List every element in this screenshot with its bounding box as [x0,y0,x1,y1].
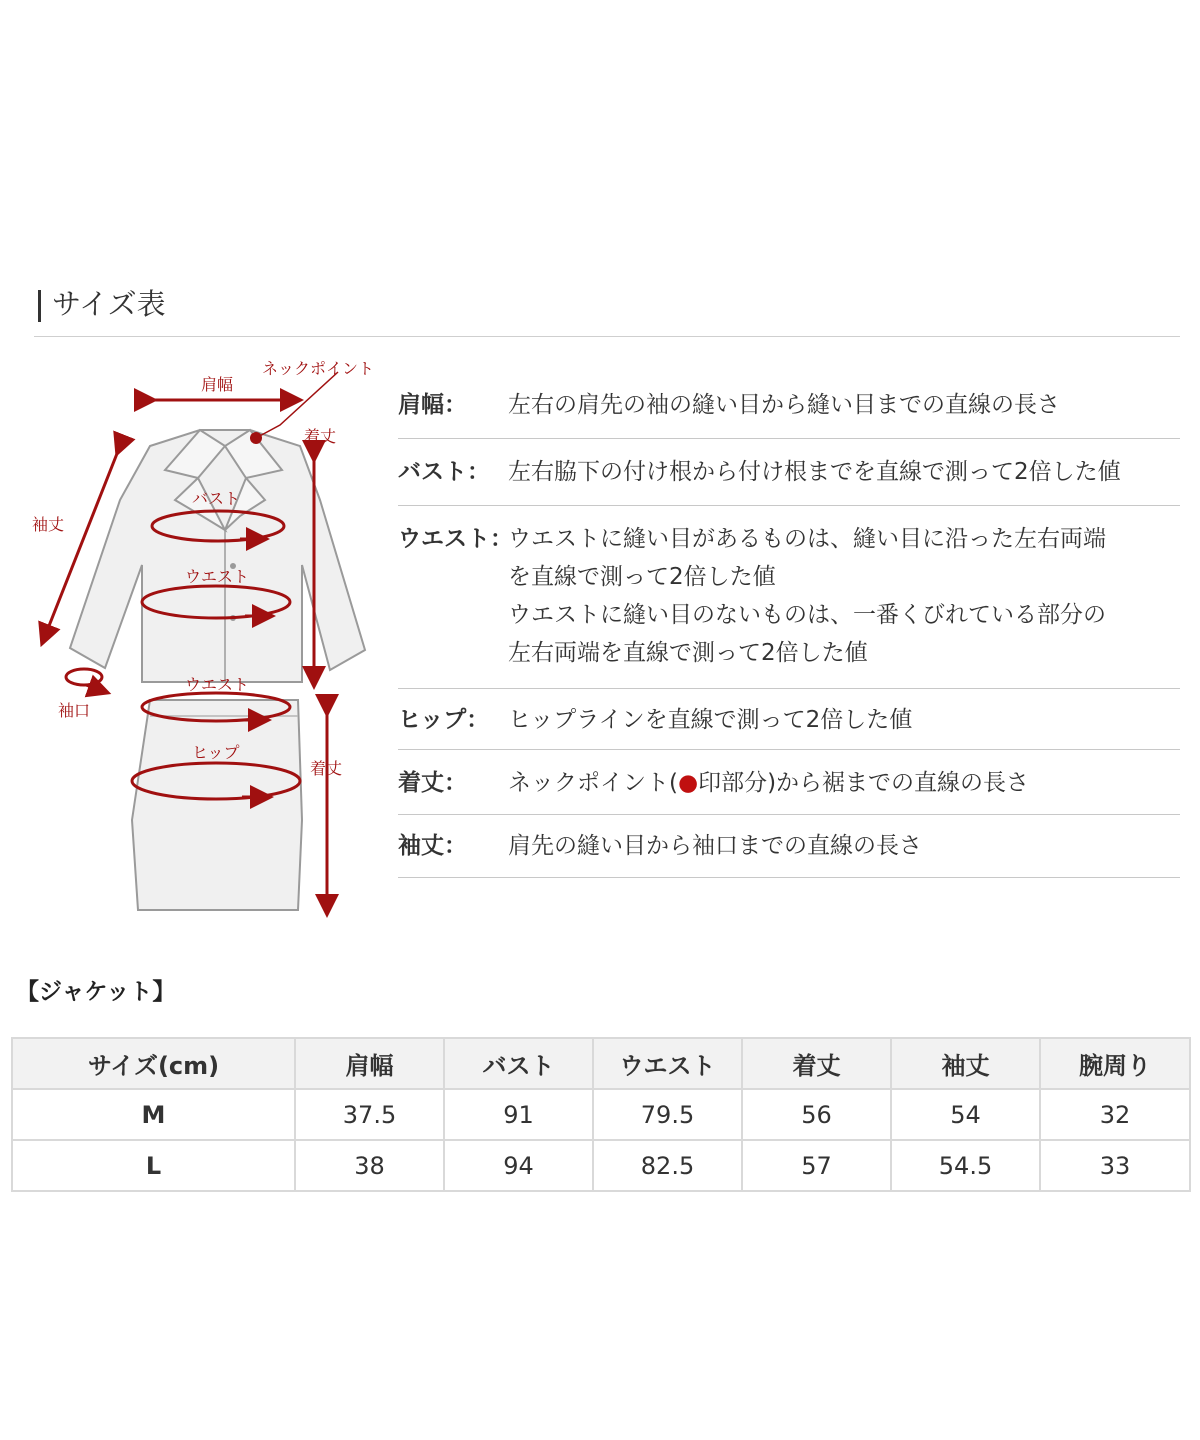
definition-row-sleeve [398,815,1180,878]
label-waist-jacket: ウエスト [185,567,250,586]
label-neck-point: ネックポイント [262,359,375,378]
table-cell: 91 [444,1089,593,1140]
label-shoulder: 肩幅 [201,375,234,394]
table-row [12,1140,1190,1191]
definition-description: 左右脇下の付け根から付け根までを直線で測って2倍した値 [508,459,1121,485]
definition-row-bust [398,439,1180,506]
label-sleeve-length: 袖丈 [32,515,65,534]
table-cell: 57 [742,1140,891,1191]
jacket-table-title: 【ジャケット】 [16,979,176,1005]
definition-row-hip [398,689,1180,750]
table-cell: 79.5 [593,1089,742,1140]
definition-description: 肩先の縫い目から袖口までの直線の長さ [508,833,922,859]
definition-description: 左右の肩先の袖の縫い目から縫い目までの直線の長さ [508,392,1060,418]
definition-term: 肩幅： [398,392,467,418]
neck-point-dot: ● [677,770,699,796]
section-header-bar [38,290,41,322]
definition-row-shoulder [398,372,1180,439]
label-hip: ヒップ [192,743,240,762]
header-size: サイズ(cm) [12,1038,295,1089]
table-cell: 33 [1040,1140,1190,1191]
header-sleeve: 袖丈 [891,1038,1040,1089]
label-waist-skirt: ウエスト [185,675,250,694]
header-length: 着丈 [742,1038,891,1089]
table-cell: 94 [444,1140,593,1191]
table-cell: 82.5 [593,1140,742,1191]
header-bust: バスト [444,1038,593,1089]
section-title: サイズ表 [52,287,166,321]
table-cell: 37.5 [295,1089,444,1140]
definition-description: ネックポイント(●印部分)から裾までの直線の長さ [508,770,1030,796]
table-cell: 54.5 [891,1140,1040,1191]
row-size-label: L [12,1140,295,1191]
table-header-row [12,1038,1190,1089]
jacket-shape [70,430,365,682]
table-cell: 38 [295,1140,444,1191]
definition-description: ヒップラインを直線で測って2倍した値 [508,707,913,733]
header-arm: 腕周り [1040,1038,1190,1089]
label-cuff: 袖口 [58,701,91,720]
definition-row-length [398,750,1180,815]
measurement-diagram [20,350,390,920]
measurement-definitions [398,372,1180,878]
table-cell: 56 [742,1089,891,1140]
header-shoulder: 肩幅 [295,1038,444,1089]
definition-term: バスト： [398,459,490,485]
header-waist: ウエスト [593,1038,742,1089]
definition-term: ウエスト： [398,526,513,552]
definition-description: ウエストに縫い目があるものは、縫い目に沿った左右両端 を直線で測って2倍した値 ウエストに縫い目のないものは、一番くびれている部分の 左右両端を直線で測って2倍した値 [508,526,1106,666]
label-length-jacket: 着丈 [304,427,337,446]
table-cell: 54 [891,1089,1040,1140]
definition-row-waist [398,506,1180,689]
skirt-shape [132,700,302,910]
definition-term: 袖丈： [398,833,467,859]
label-bust: バスト [192,489,241,508]
garment-illustration [20,350,390,920]
table-cell: 32 [1040,1089,1190,1140]
definition-term: 着丈： [398,770,467,796]
row-size-label: M [12,1089,295,1140]
definition-term: ヒップ： [398,707,490,733]
section-header [34,284,1180,337]
table-row [12,1089,1190,1140]
label-length-skirt: 着丈 [310,759,343,778]
size-table [11,1037,1191,1192]
